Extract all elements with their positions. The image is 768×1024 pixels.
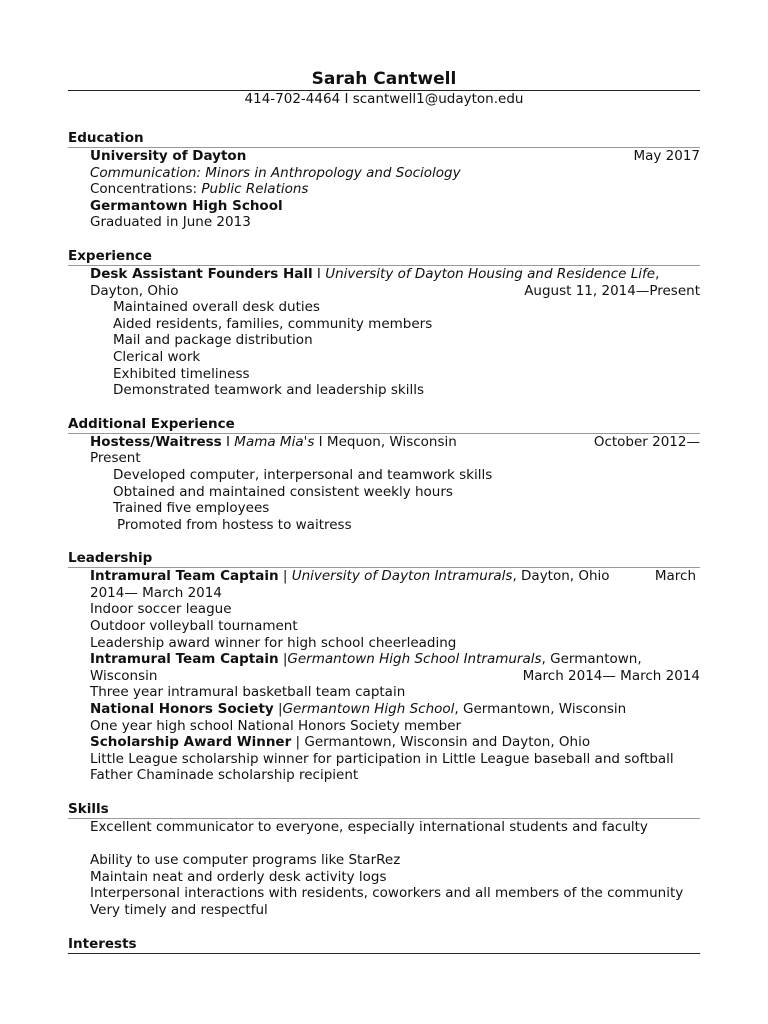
skills-section [68,800,700,919]
skills-body [68,818,700,919]
experience-org: University of Dayton Housing and Residence Life [325,265,656,282]
experience-role: Desk Assistant Founders Hall [90,265,313,282]
leadership-item1-group [90,568,610,585]
school-name: University of Dayton [90,148,247,164]
leadership-item2-row [90,651,700,668]
skill-item: Ability to use computer programs like StarRez [90,852,401,869]
leadership-detail: One year high school National Honors Society member [90,717,462,734]
leadership-item2-location-row [90,668,700,685]
leadership-detail: Father Chaminade scholarship recipient [90,767,359,784]
leadership-org: University of Dayton Intramurals [291,568,513,585]
education-school-row [90,148,700,165]
minors-line [90,165,700,182]
additional-date: October 2012— [593,433,700,450]
education-body [68,147,700,231]
resume-name: Sarah Cantwell [311,69,457,89]
additional-date-cont: Present [90,450,141,467]
leadership-date: March [654,568,696,585]
skill-item: Maintain neat and orderly desk activity logs [90,868,387,885]
experience-location-row [90,283,700,300]
additional-separator: I [221,433,235,450]
high-school-name: Germantown High School [90,197,283,214]
leadership-org: Germantown High School [282,701,455,718]
skills-spacer [90,836,700,853]
experience-role-line [90,266,700,283]
minors-text: Communication: Minors in Anthropology and Sociology [90,164,461,181]
leadership-detail: Indoor soccer league [90,601,232,618]
additional-experience-body [68,433,700,534]
duty-item: Aided residents, families, community members [113,315,433,332]
interests-body [68,953,700,954]
leadership-separator: | [273,701,283,718]
high-school-line [90,198,700,215]
leadership-section [68,549,700,784]
duty-item: Demonstrated teamwork and leadership skills [113,382,425,399]
concentrations-value: Public Relations [201,181,309,198]
leadership-role: Intramural Team Captain [90,651,279,668]
additional-role: Hostess/Waitress [90,433,222,450]
leadership-item3-row [90,701,700,718]
additional-role-row [90,434,700,451]
additional-org: Mama Mia's [234,433,315,450]
leadership-location: | Germantown, Wisconsin and Dayton, Ohio [291,734,591,751]
experience-separator: I [312,265,326,282]
leadership-location: , Germantown, [541,651,642,668]
leadership-separator: | [278,568,292,585]
leadership-role: Scholarship Award Winner [90,734,292,751]
duty-item: Clerical work [113,348,201,365]
resume-page [68,68,700,954]
experience-body [68,265,700,399]
leadership-item4-row [90,734,700,751]
experience-comma: , [655,265,660,282]
leadership-body [68,567,700,784]
leadership-org: Germantown High School Intramurals [287,651,542,668]
experience-heading: Experience [68,247,152,264]
leadership-item1-row [90,568,700,585]
interests-heading: Interests [68,935,137,952]
leadership-location: , Dayton, Ohio [512,568,610,585]
leadership-role: Intramural Team Captain [90,568,279,585]
leadership-detail: Outdoor volleyball tournament [90,618,298,635]
leadership-detail: Little League scholarship winner for participation in Little League baseball and softball [90,750,674,767]
leadership-heading: Leadership [68,550,153,567]
leadership-date: March 2014— March 2014 [522,667,700,684]
additional-experience-section [68,415,700,534]
experience-section [68,247,700,399]
duty-item: Trained five employees [113,500,270,517]
duty-item: Maintained overall desk duties [113,299,320,316]
leadership-role: National Honors Society [90,701,274,718]
contact-line: 414-702-4464 I scantwell1@udayton.edu [68,90,700,107]
leadership-detail: Three year intramural basketball team captain [90,684,406,701]
leadership-date-cont: 2014— March 2014 [90,584,222,601]
duty-item: Exhibited timeliness [113,365,250,382]
duty-item: Promoted from hostess to waitress [117,516,352,533]
leadership-separator: | [278,651,288,668]
skill-item: Excellent communicator to everyone, especially international students and faculty [90,819,648,835]
leadership-location: , Germantown, Wisconsin [454,701,627,718]
interests-section [68,935,700,954]
experience-date: August 11, 2014—Present [524,282,700,299]
education-heading: Education [68,130,144,146]
leadership-detail: Leadership award winner for high school cheerleading [90,634,457,651]
skill-item: Interpersonal interactions with residents, coworkers and all members of the community [90,885,684,902]
additional-location: I Mequon, Wisconsin [314,433,457,450]
concentrations-label: Concentrations: [90,181,202,198]
skill-item: Very timely and respectful [90,901,268,918]
graduated-line: Graduated in June 2013 [90,214,251,231]
skills-heading: Skills [68,801,109,817]
duty-item: Mail and package distribution [113,332,313,349]
additional-experience-heading: Additional Experience [68,415,235,432]
duty-item: Obtained and maintained consistent weekly hours [113,483,453,500]
leadership-location-cont: Wisconsin [90,667,158,684]
duty-item: Developed computer, interpersonal and teamwork skills [113,466,493,483]
school-date: May 2017 [633,148,700,164]
experience-location: Dayton, Ohio [90,282,179,299]
concentrations-line [90,181,700,198]
education-section [68,129,700,231]
additional-role-group [90,434,457,451]
